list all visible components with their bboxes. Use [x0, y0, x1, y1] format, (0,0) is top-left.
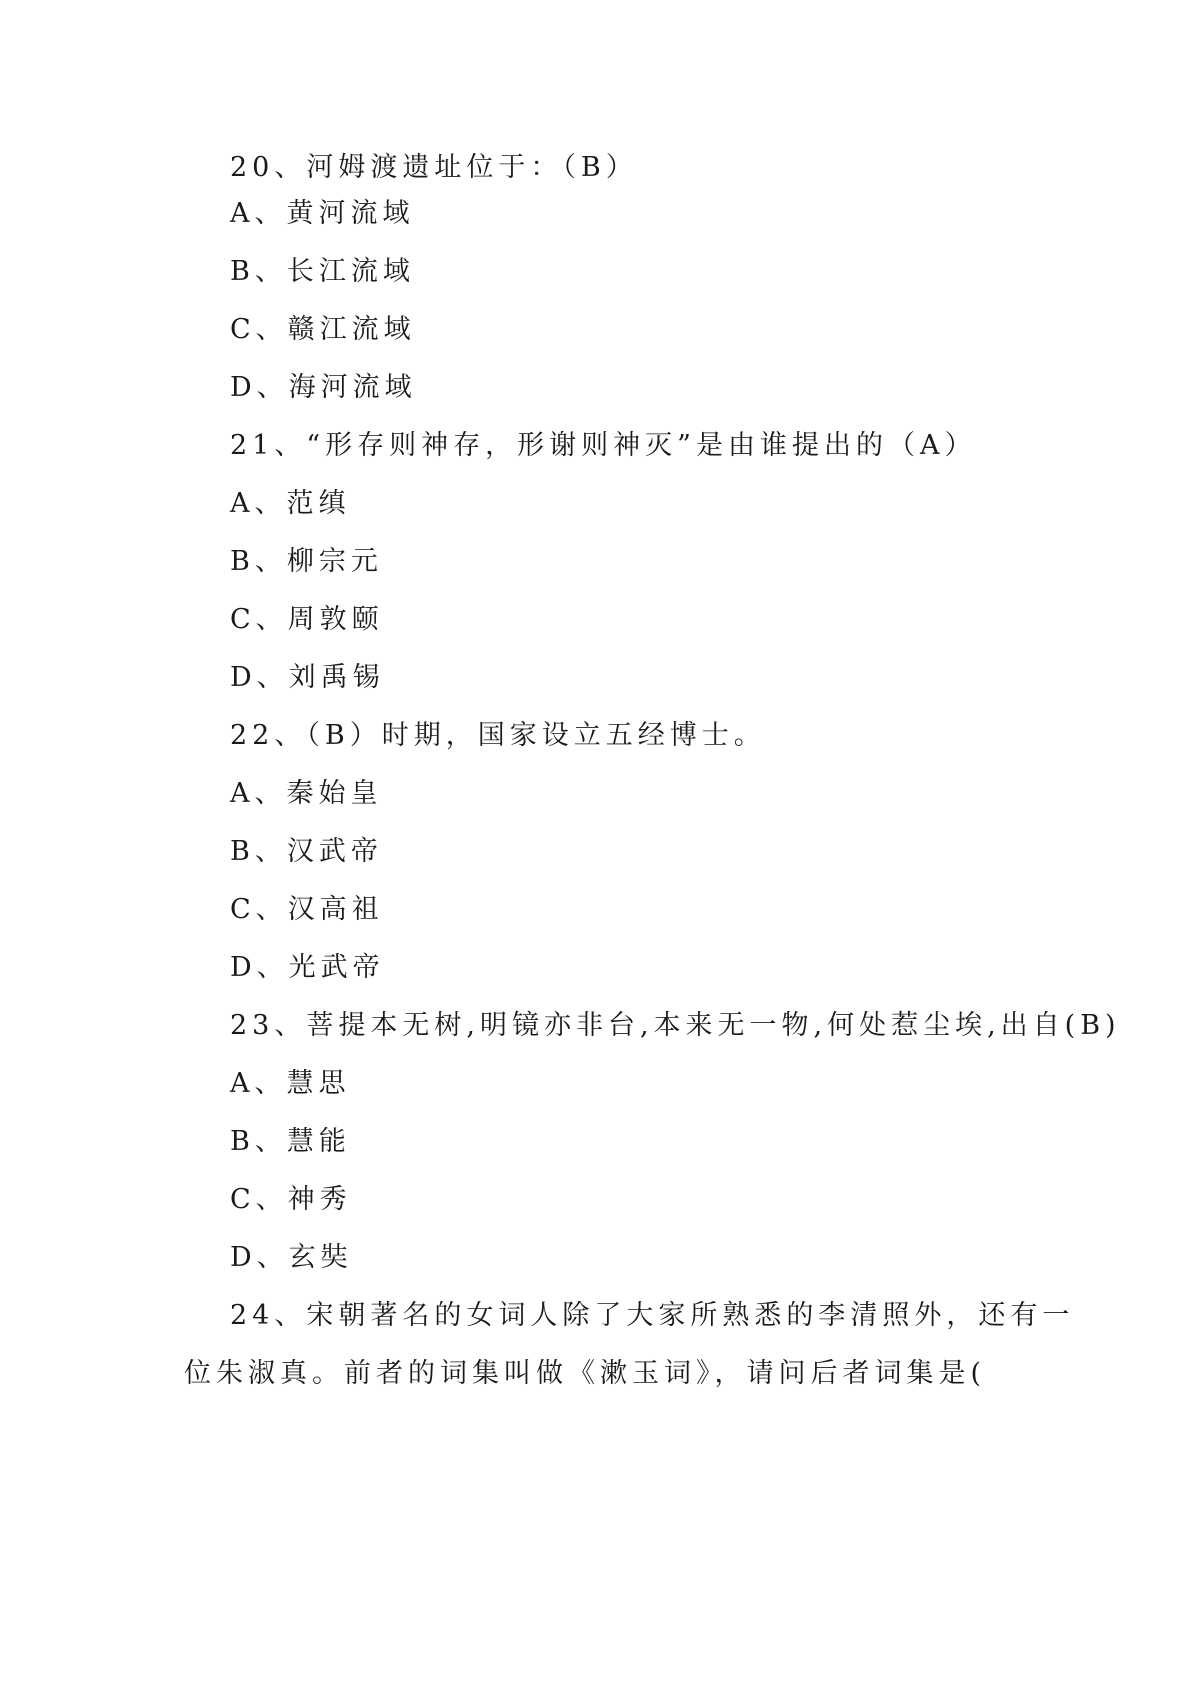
question-23-stem: 23、菩提本无树,明镜亦非台,本来无一物,何处惹尘埃,出自(B) — [230, 1010, 1121, 1041]
question-24-stem-line2: 位朱淑真。前者的词集叫做《漱玉词》，请问后者词集是( — [184, 1358, 987, 1389]
question-22-option-a: A、秦始皇 — [230, 778, 383, 809]
question-21-option-d: D、刘禹锡 — [230, 662, 385, 693]
question-22-option-d: D、光武帝 — [230, 952, 385, 983]
question-23-option-b: B、慧能 — [230, 1126, 351, 1157]
question-21-option-c: C、周敦颐 — [230, 604, 384, 635]
question-20-option-d: D、海河流域 — [230, 372, 417, 403]
question-23-option-d: D、玄奘 — [230, 1242, 353, 1273]
question-20-option-c: C、赣江流域 — [230, 314, 416, 345]
question-20-option-a: A、黄河流域 — [230, 198, 415, 229]
question-22-option-b: B、汉武帝 — [230, 836, 383, 867]
question-22-stem: 22、（B）时期，国家设立五经博士。 — [230, 720, 766, 751]
question-21-option-b: B、柳宗元 — [230, 546, 383, 577]
question-23-option-a: A、慧思 — [230, 1068, 351, 1099]
question-23-option-c: C、神秀 — [230, 1184, 352, 1215]
question-20-stem: 20、河姆渡遗址位于：（B） — [230, 152, 638, 183]
question-24-stem-line1: 24、宋朝著名的女词人除了大家所熟悉的李清照外，还有一 — [230, 1300, 1075, 1331]
question-21-stem: 21、“形存则神存，形谢则神灭”是由谁提出的（A） — [230, 430, 977, 461]
question-22-option-c: C、汉高祖 — [230, 894, 384, 925]
question-20-option-b: B、长江流域 — [230, 256, 415, 287]
question-21-option-a: A、范缜 — [230, 488, 351, 519]
